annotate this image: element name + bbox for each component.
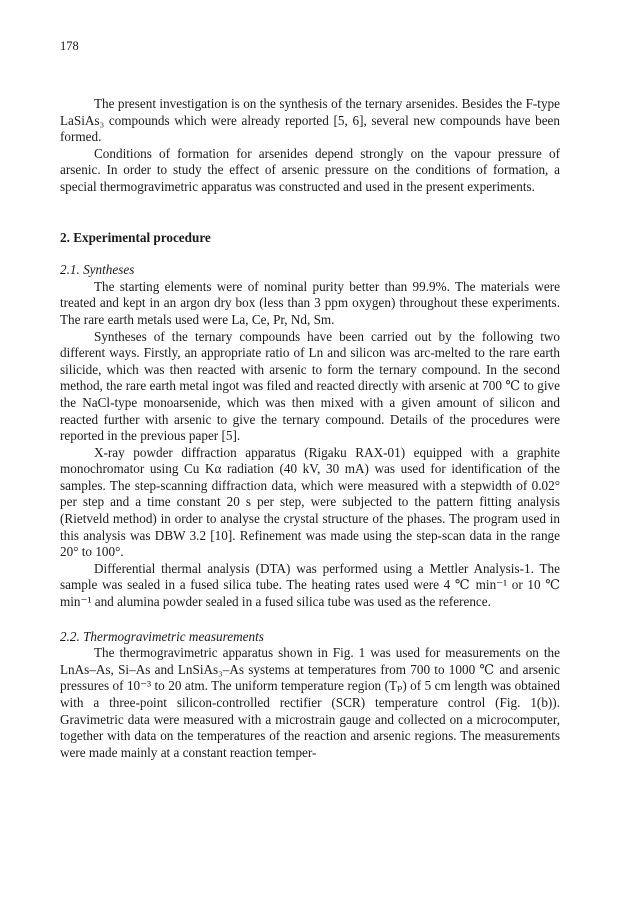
- section-heading: 2. Experimental procedure: [60, 229, 211, 245]
- body-paragraph: The thermogravimetric apparatus shown in Fig. 1 was used for measurements on the LnAs–As, Si–As and LnSiAs₃–As systems at temperatures from 700 to 1000 ℃ and arsenic pressures of 10⁻³ to 20 atm. The uniform temperature region (Tₚ) of 5 cm length was obtained with a three-point silicon-controlled rectifier (SCR) temperature control (Fig. 1(b)). Gravimetric data were measured with a microstrain gauge and collected on a microcomputer, together with data on the temperatures of the reaction and arsenic regions. The measurements were made mainly at a constant reaction temper-: [60, 645, 560, 760]
- body-paragraph: X-ray powder diffraction apparatus (Rigaku RAX-01) equipped with a graphite monochromator using Cu Kα radiation (40 kV, 30 mA) was used for identification of the samples. The step-scanning diffraction data, which were measured with a stepwidth of 0.02° per step and a time constant 20 s per step, were subjected to the pattern fitting analysis (Rietveld method) in order to analyse the crystal structure of the phases. The program used in this analysis was DBW 3.2 [10]. Refinement was made using the step-scan data in the range 20° to 100°.: [60, 444, 560, 560]
- intro-paragraph: The present investigation is on the synthesis of the ternary arsenides. Besides the F-type LaSiAs₃ compounds which were already reported [5, 6], several new compounds have been formed.: [60, 96, 560, 145]
- body-text: [60, 96, 560, 761]
- intro-paragraph: Conditions of formation for arsenides depend strongly on the vapour pressure of arsenic. In order to study the effect of arsenic pressure on the conditions of formation, a special thermogravimetric apparatus was constructed and used in the present experiments.: [60, 145, 560, 194]
- subsection-heading: 2.2. Thermogravimetric measurements: [60, 628, 264, 644]
- subsection-heading: 2.1. Syntheses: [60, 262, 135, 278]
- body-paragraph: The starting elements were of nominal purity better than 99.9%. The materials were treated and kept in an argon dry box (less than 3 ppm oxygen) throughout these experiments. The rare earth metals used were La, Ce, Pr, Nd, Sm.: [60, 278, 560, 327]
- page-number: 178: [60, 39, 79, 53]
- body-paragraph: Differential thermal analysis (DTA) was performed using a Mettler Analysis-1. The sample was sealed in a fused silica tube. The heating rates used were 4 ℃ min⁻¹ or 10 ℃ min⁻¹ and alumina powder sealed in a fused silica tube was used as the reference.: [60, 560, 560, 610]
- body-paragraph: Syntheses of the ternary compounds have been carried out by the following two different ways. Firstly, an appropriate ratio of Ln and silicon was arc-melted to the rare earth silicide, which was then reacted with arsenic to form the ternary compound. In the second method, the rare earth metal ingot was filed and reacted directly with arsenic at 700 ℃ to give the NaCl-type monoarsenide, which was then mixed with a given amount of silicon and reacted further with arsenic to give the ternary compound. Details of the procedures were reported in the previous paper [5].: [60, 328, 560, 444]
